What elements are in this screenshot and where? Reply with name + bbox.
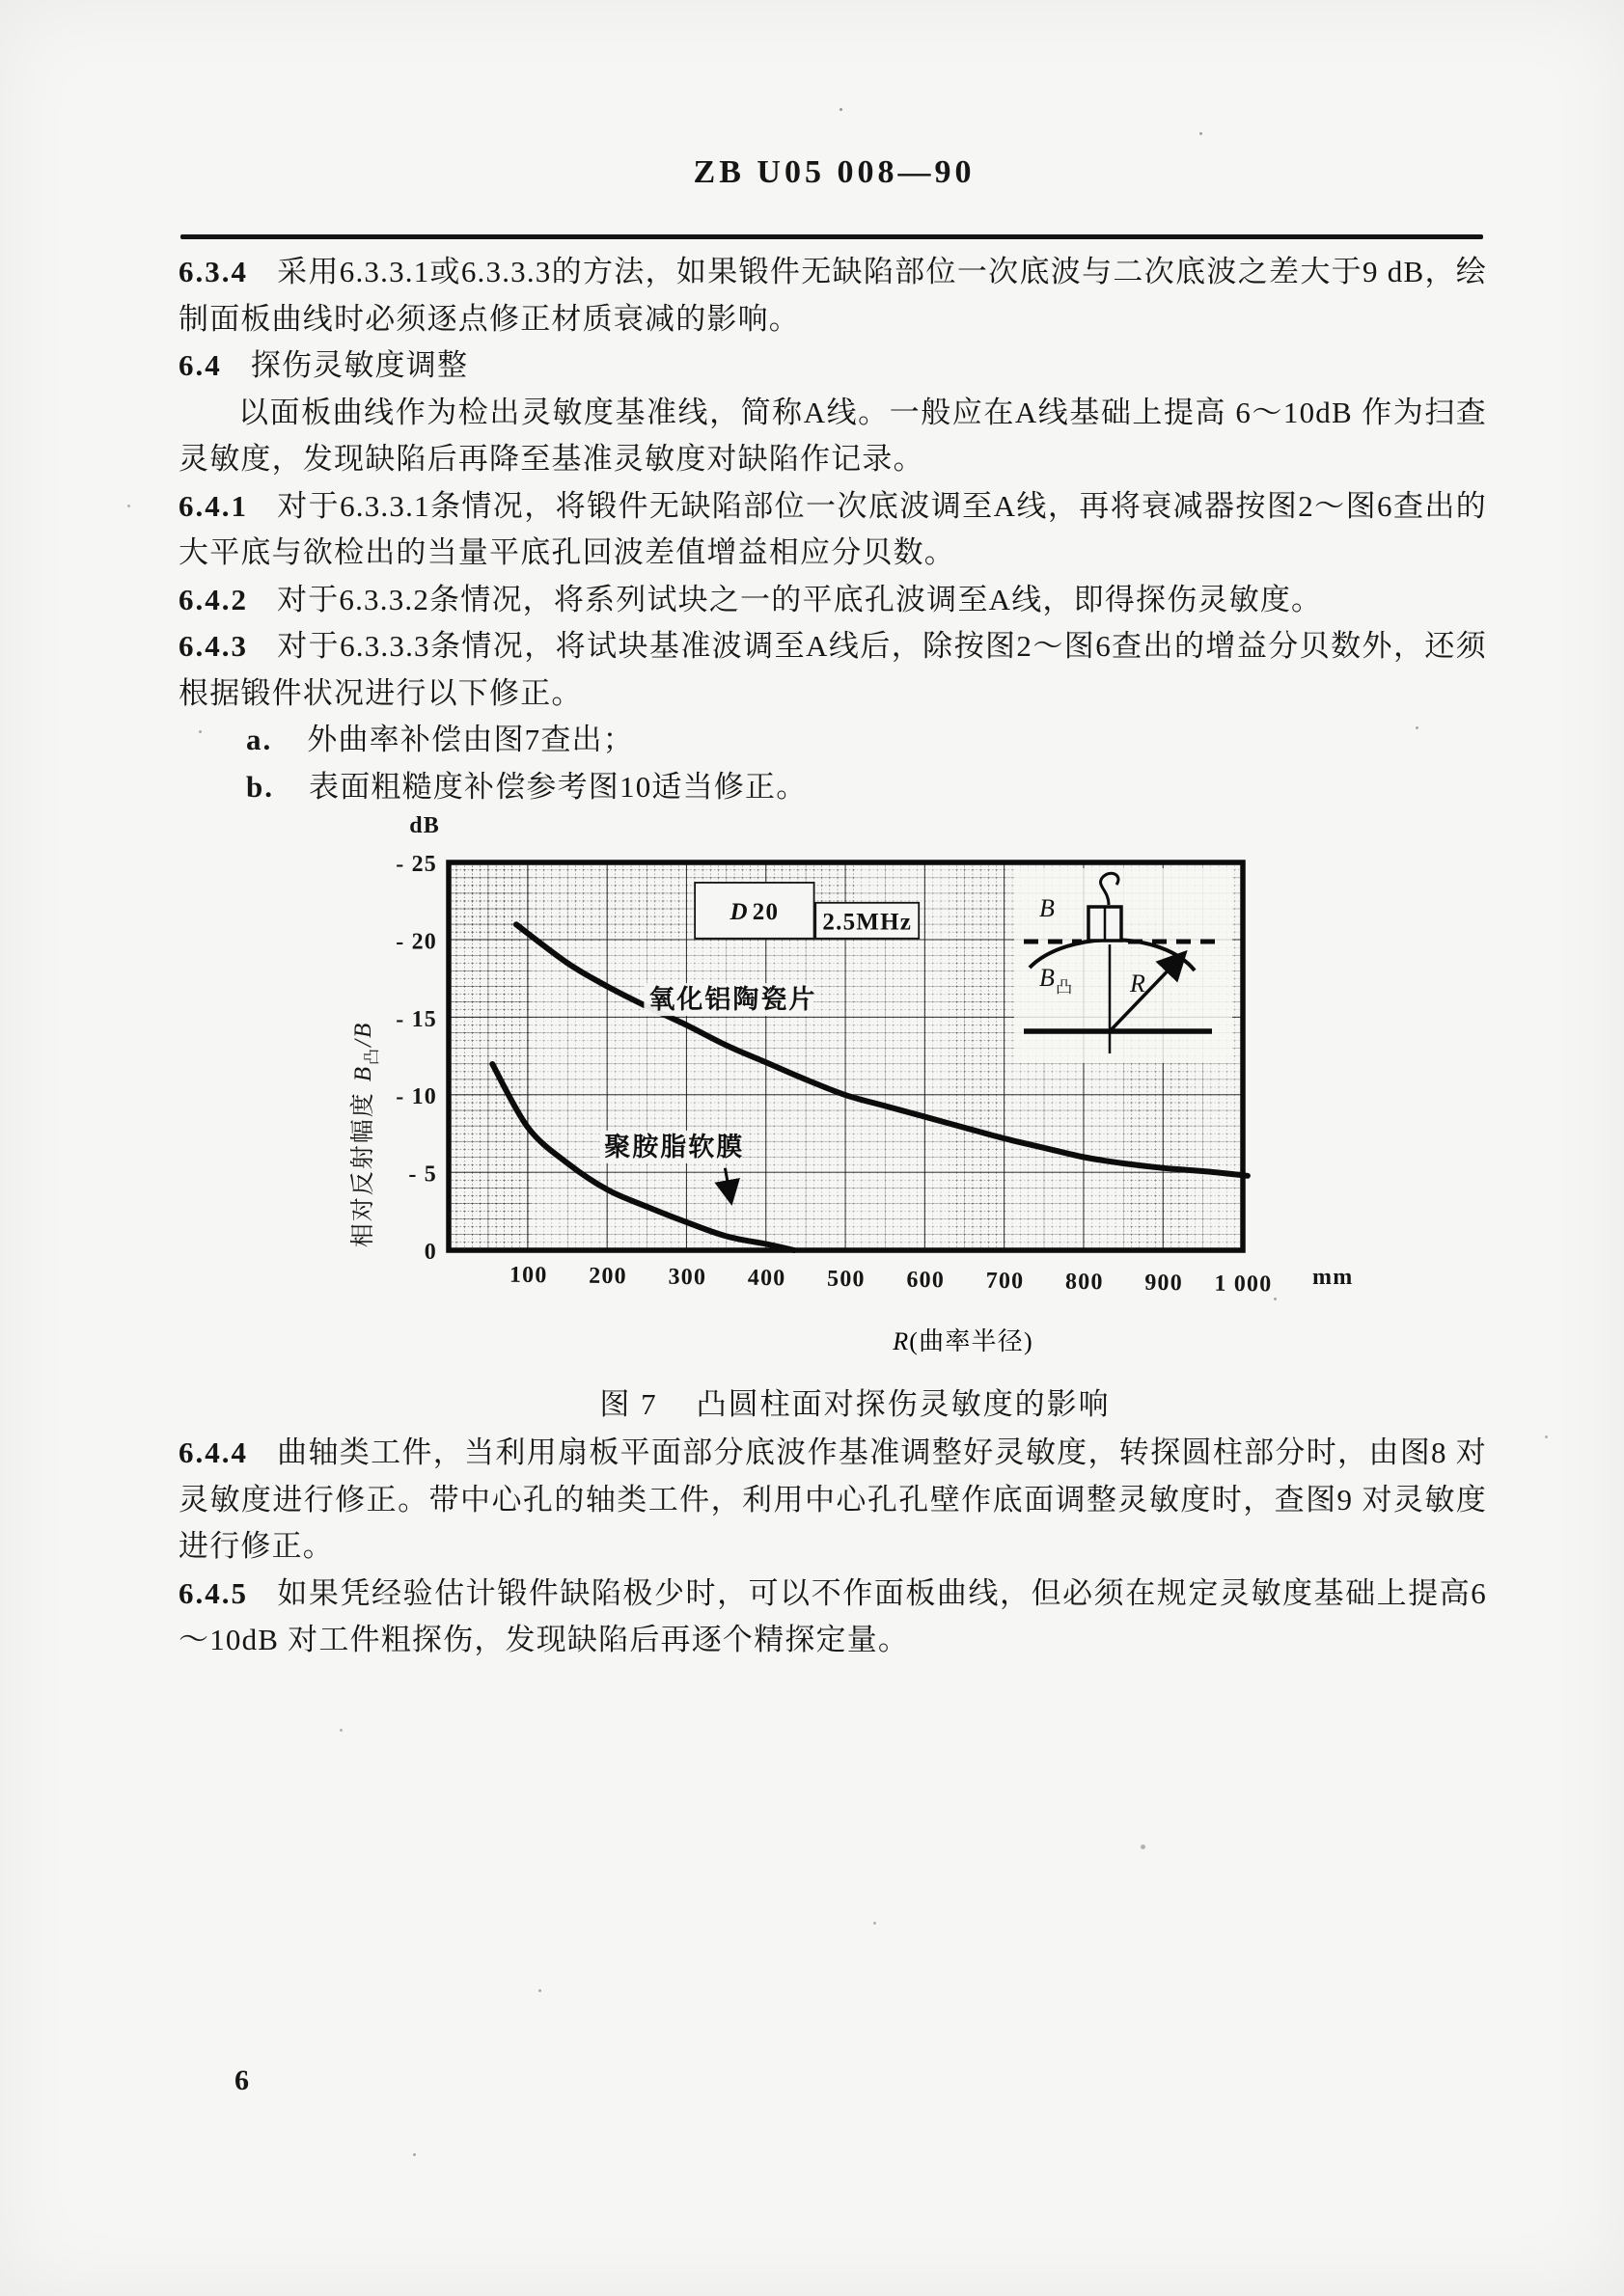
- clause-text: 对于6.3.3.1条情况，将锻件无缺陷部位一次底波调至A线，再将衰减器按图2～图6查出的大平底与欲检出的当量平底孔回波差值增益相应分贝数。: [179, 488, 1487, 569]
- clause-text: 对于6.3.3.2条情况，将系列试块之一的平底孔波调至A线，即得探伤灵敏度。: [277, 582, 1323, 616]
- inset-label-B-convex: $B_凸$: [1039, 964, 1074, 997]
- paragraph-6-4-intro: [179, 390, 1487, 483]
- annotation-text: 2.5MHz: [822, 909, 913, 936]
- clause-text: 以面板曲线作为检出灵敏度基准线，简称A线。一般应在A线基础上提高 6～10dB 作为扫查灵敏度，发现缺陷后再降至基准灵敏度对缺陷作记录。: [179, 395, 1487, 476]
- y-tick-label: - 5: [408, 1162, 437, 1188]
- y-axis-unit: dB: [409, 813, 440, 838]
- y-tick-label: - 20: [396, 929, 437, 955]
- x-tick-label: 600: [906, 1267, 946, 1294]
- x-axis-ticks: [509, 1263, 1273, 1298]
- figure-title: 凸圆柱面对探伤灵敏度的影响: [696, 1387, 1111, 1421]
- y-tick-label: - 25: [396, 852, 437, 877]
- y-tick-label: - 10: [396, 1084, 437, 1110]
- y-axis-ticks: [396, 852, 437, 1265]
- page-header: ZB U05 008—90: [693, 154, 976, 190]
- x-tick-label: 700: [985, 1268, 1025, 1295]
- document-body: [179, 249, 1487, 1664]
- x-tick-label: 300: [668, 1264, 707, 1291]
- clause-number: 6.3.4: [179, 255, 248, 288]
- figure-label: 图 7: [599, 1387, 658, 1421]
- clause-text: 表面粗糙度补偿参考图10适当修正。: [309, 769, 808, 804]
- curve-label: 聚胺脂软膜: [604, 1132, 745, 1162]
- clause-text: 外曲率补偿由图7查出；: [307, 723, 634, 756]
- clause-text: 探伤灵敏度调整: [250, 348, 469, 382]
- inset-label-B: B: [1039, 894, 1057, 922]
- inset-label-R: R: [1130, 970, 1147, 998]
- grid-blotch: [950, 862, 1007, 1250]
- x-tick-label: 100: [509, 1262, 548, 1289]
- clause-number: 6.4.2: [179, 582, 248, 616]
- curve-label: 氧化铝陶瓷片: [648, 985, 817, 1015]
- clause-number: 6.4.4: [179, 1435, 248, 1469]
- paragraph-6-3-4: [179, 249, 1487, 342]
- figure7-chart: [288, 802, 1503, 1429]
- paragraph-6-4-5: [179, 1571, 1487, 1664]
- paragraph-6-4-4: [179, 1430, 1487, 1571]
- x-tick-label: 800: [1064, 1269, 1104, 1296]
- clause-number: 6.4.3: [179, 629, 248, 663]
- y-axis-label: 相对反射幅度$B_凸/B$: [350, 1021, 381, 1248]
- clause-number: 6.4.5: [179, 1575, 248, 1610]
- clause-number: 6.4: [179, 348, 222, 382]
- paragraph-6-4-2: [179, 577, 1487, 624]
- y-tick-label: - 15: [396, 1006, 437, 1032]
- figure7-region: [179, 810, 1487, 1380]
- clause-text: 如果凭经验估计锻件缺陷极少时，可以不作面板曲线，但必须在规定灵敏度基础上提高6～10dB 对工件粗探伤，发现缺陷后再逐个精探定量。: [179, 1575, 1487, 1656]
- x-tick-label: 900: [1144, 1270, 1184, 1297]
- x-tick-label: 200: [589, 1263, 628, 1290]
- page-number: 6: [234, 2064, 249, 2096]
- annotation-text: D 20: [729, 898, 780, 925]
- header-rule: [180, 234, 1483, 239]
- x-tick-label: 500: [826, 1266, 866, 1293]
- clause-text: 采用6.3.3.1或6.3.3.3的方法，如果锻件无缺陷部位一次底波与二次底波之差大于9 dB，绘制面板曲线时必须逐点修正材质衰减的影响。: [179, 255, 1487, 336]
- heading-6-4: [179, 342, 1487, 390]
- clause-text: 对于6.3.3.3条情况，将试块基准波调至A线后，除按图2～图6查出的增益分贝数外，还须根据锻件状况进行以下修正。: [179, 629, 1487, 710]
- paragraph-6-4-3: [179, 623, 1487, 717]
- scan-noise: [840, 108, 842, 111]
- clause-text: 曲轴类工件，当利用扇板平面部分底波作基准调整好灵敏度，转探圆柱部分时，由图8 对灵敏度进行修正。带中心孔的轴类工件，利用中心孔孔壁作底面调整灵敏度时，查图9 对灵敏度进行修正。: [179, 1435, 1487, 1563]
- list-marker: a.: [246, 723, 273, 756]
- y-tick-label: 0: [424, 1240, 437, 1265]
- x-axis-unit: mm: [1312, 1265, 1354, 1290]
- x-axis-label: R(曲率半径): [893, 1327, 1033, 1355]
- list-marker: b.: [246, 769, 274, 804]
- paragraph-6-4-1: [179, 483, 1487, 577]
- x-tick-label: 400: [747, 1265, 786, 1292]
- inset-diagram: [1014, 868, 1232, 1063]
- list-item-a: [179, 717, 1487, 764]
- clause-number: 6.4.1: [179, 488, 248, 523]
- x-tick-label: 1 000: [1214, 1271, 1273, 1298]
- plot-area: [449, 862, 1248, 1250]
